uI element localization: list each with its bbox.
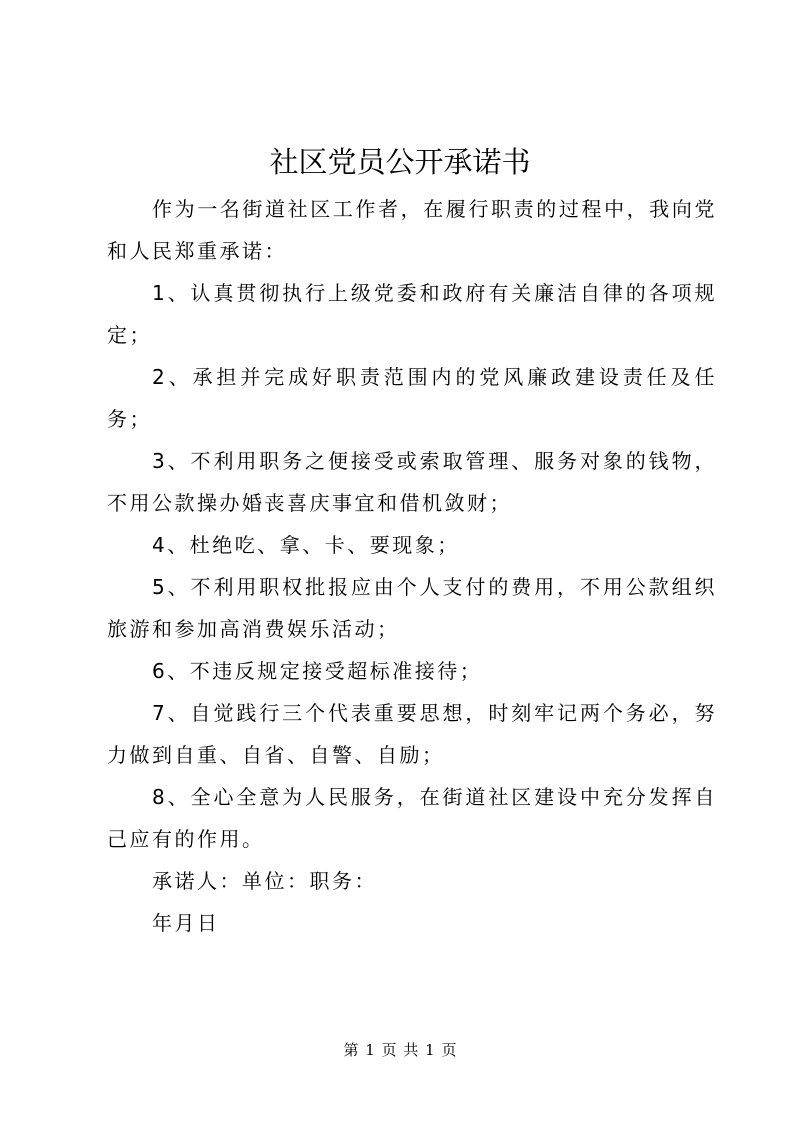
pledge-item-7: 7、自觉践行三个代表重要思想，时刻牢记两个务必，努力做到自重、自省、自警、自励； [107, 701, 717, 767]
date-line: 年月日 [152, 911, 220, 935]
pledge-item-1: 1、认真贯彻执行上级党委和政府有关廉洁自律的各项规定； [107, 281, 717, 347]
intro-paragraph: 作为一名街道社区工作者，在履行职责的过程中，我向党和人民郑重承诺： [107, 197, 717, 263]
pledge-item-5: 5、不利用职权批报应由个人支付的费用，不用公款组织旅游和参加高消费娱乐活动； [107, 575, 717, 641]
pledge-item-8: 8、全心全意为人民服务，在街道社区建设中充分发挥自己应有的作用。 [107, 785, 717, 851]
signature-line: 承诺人：单位：职务： [152, 869, 377, 893]
pledge-item-3: 3、不利用职务之便接受或索取管理、服务对象的钱物，不用公款操办婚丧喜庆事宜和借机敛财； [107, 449, 717, 515]
document-title: 社区党员公开承诺书 [269, 145, 531, 179]
pledge-item-2: 2、承担并完成好职责范围内的党风廉政建设责任及任务； [107, 365, 717, 431]
page-number-footer: 第 1 页 共 1 页 [343, 1041, 457, 1059]
pledge-item-6: 6、不违反规定接受超标准接待； [152, 659, 483, 683]
pledge-item-4: 4、杜绝吃、拿、卡、要现象； [152, 533, 460, 557]
document-body [107, 188, 717, 944]
